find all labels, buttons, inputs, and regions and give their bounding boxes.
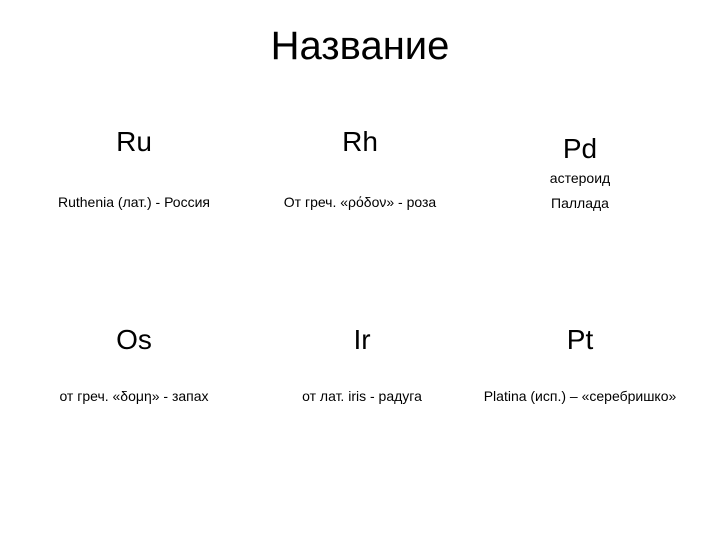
element-description-pd-line-1: астероид bbox=[549, 170, 611, 186]
element-description-os: от греч. «δομη» - запах bbox=[59, 388, 209, 404]
element-symbol-ru: Ru bbox=[116, 126, 152, 157]
element-description-rh: От греч. «ρόδον» - роза bbox=[283, 194, 437, 210]
element-description-pd bbox=[520, 166, 640, 216]
element-symbol-pd: Pd bbox=[562, 133, 598, 164]
element-description-ir: от лат. iris - радуга bbox=[302, 388, 422, 404]
element-symbol-os: Os bbox=[116, 324, 152, 355]
element-description-pd-line-2: Паллада bbox=[551, 195, 609, 211]
page-title: Название bbox=[270, 24, 450, 68]
element-description-ru: Ruthenia (лат.) - Россия bbox=[57, 194, 210, 210]
element-symbol-rh: Rh bbox=[342, 126, 378, 157]
element-symbol-pt: Pt bbox=[566, 324, 594, 355]
element-description-pt: Platina (исп.) – «серебришко» bbox=[483, 388, 677, 404]
element-symbol-ir: Ir bbox=[353, 324, 371, 355]
